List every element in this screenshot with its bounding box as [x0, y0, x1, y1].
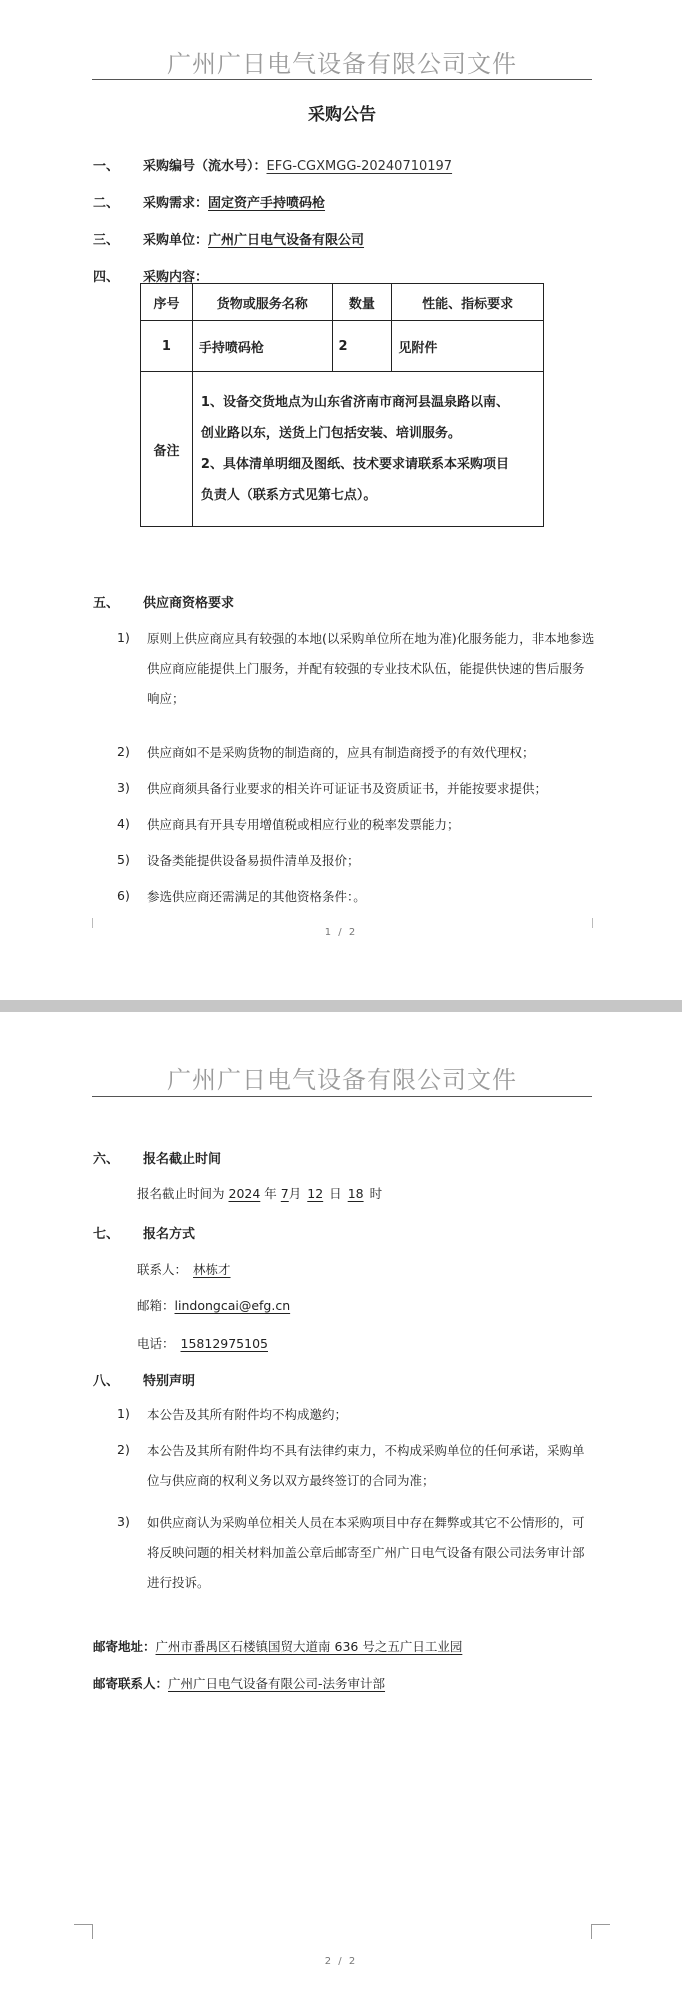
- section-label: 特别声明: [143, 1374, 196, 1389]
- contact-phone-value: 15812975105: [180, 1336, 268, 1351]
- page-separator: [0, 1000, 682, 1012]
- page-title: 采购公告: [308, 105, 376, 125]
- item-number: 2): [117, 1442, 130, 1457]
- table-cell: 手持喷码枪: [192, 321, 332, 372]
- requirements-table: [140, 283, 544, 527]
- item-text: 原则上供应商应具有较强的本地(以采购单位所在地为准)化服务能力，非本地参选供应商应能提供上门服务，并配有较强的专业技术队伍，能提供快速的售后服务响应；: [147, 631, 595, 706]
- mail-address-value: 广州市番禺区石楼镇国贸大道南 636 号之五广日工业园: [155, 1639, 463, 1654]
- item-number: 3): [117, 1514, 130, 1529]
- section-label: 报名方式: [143, 1227, 196, 1242]
- item-text: 供应商具有开具专用增值税或相应行业的税率发票能力；: [147, 817, 460, 832]
- purchase-unit-value: 广州广日电气设备有限公司: [208, 233, 365, 248]
- deadline-line: [137, 1184, 382, 1202]
- mail-contact-value: 广州广日电气设备有限公司-法务审计部: [168, 1676, 386, 1691]
- section-number: 三、: [93, 233, 120, 248]
- page-1: [0, 0, 682, 1000]
- header-rule: [92, 1096, 592, 1097]
- crop-mark-right: [591, 1924, 610, 1939]
- section-number: 八、: [93, 1374, 120, 1389]
- page-number: 2 / 2: [324, 1956, 358, 1967]
- header-cell: 数量: [332, 284, 392, 321]
- header-cell: 性能、指标要求: [392, 284, 544, 321]
- note-line: 负责人（联系方式见第七点）。: [200, 488, 377, 503]
- contact-person-label: 联系人：: [137, 1262, 188, 1277]
- item-number: 2): [117, 744, 130, 759]
- contact-phone-label: 电话：: [137, 1336, 175, 1351]
- item-number: 1): [117, 630, 130, 645]
- section-supplier-qualifications: [93, 592, 234, 611]
- section-number: 七、: [93, 1227, 120, 1242]
- section-number: 六、: [93, 1152, 120, 1167]
- deadline-hour: 18: [347, 1186, 364, 1201]
- contact-email-line: [137, 1296, 298, 1314]
- table-cell: 见附件: [392, 321, 544, 372]
- item-text: 本公告及其所有附件均不构成邀约；: [147, 1407, 348, 1422]
- section-number: 四、: [93, 270, 120, 285]
- contact-person-line: [137, 1260, 245, 1278]
- item-text: 参选供应商还需满足的其他资格条件：。: [147, 889, 366, 904]
- item-text: 供应商须具备行业要求的相关许可证证书及资质证书，并能按要求提供；: [147, 781, 548, 796]
- section-number: 五、: [93, 596, 120, 611]
- item-text: 如供应商认为采购单位相关人员在本采购项目中存在舞弊或其它不公情形的，可将反映问题的相关材料加盖公章后邮寄至广州广日电气设备有限公司法务审计部进行投诉。: [147, 1515, 585, 1590]
- header-rule: [92, 79, 592, 80]
- item-number: 1): [117, 1406, 130, 1421]
- mail-contact-line: [93, 1674, 385, 1692]
- mail-contact-label: 邮寄联系人：: [93, 1676, 169, 1691]
- mail-address-label: 邮寄地址：: [93, 1639, 156, 1654]
- table-cell: 1: [141, 321, 193, 372]
- qualification-item: [117, 774, 595, 804]
- deadline-month: 7: [280, 1186, 289, 1201]
- table-row: [141, 321, 544, 372]
- crop-mark-left: [74, 1924, 93, 1939]
- qualification-item: [117, 738, 595, 768]
- deadline-month-unit: 月: [288, 1186, 302, 1201]
- note-cell: [192, 372, 543, 527]
- page-number: 1 / 2: [324, 927, 358, 938]
- table-note-row: [141, 372, 544, 527]
- statement-item: [117, 1400, 595, 1430]
- section-purchase-unit: [93, 229, 364, 248]
- section-special-statement: [93, 1370, 195, 1389]
- item-number: 4): [117, 816, 130, 831]
- note-line: 创业路以东，送货上门包括安装、培训服务。: [200, 426, 461, 441]
- mail-address-line: [93, 1637, 462, 1655]
- header-cell: 序号: [141, 284, 193, 321]
- table-header-row: [141, 284, 544, 321]
- item-number: 3): [117, 780, 130, 795]
- qualification-item: [117, 810, 595, 840]
- section-registration-method: [93, 1223, 195, 1242]
- section-label: 采购编号（流水号）：: [143, 159, 267, 174]
- document-header: 广州广日电气设备有限公司文件: [167, 1066, 517, 1094]
- section-purchase-number: [93, 155, 452, 174]
- purchase-demand-value: 固定资产手持喷码枪: [208, 196, 326, 211]
- item-text: 供应商如不是采购货物的制造商的，应具有制造商授予的有效代理权；: [147, 745, 535, 760]
- deadline-hour-unit: 时: [369, 1186, 383, 1201]
- section-label: 采购内容：: [143, 270, 209, 285]
- section-number: 一、: [93, 159, 120, 174]
- contact-email-value: lindongcai@efg.cn: [174, 1298, 291, 1313]
- qualification-item: [117, 846, 595, 876]
- section-label: 采购单位：: [143, 233, 209, 248]
- item-text: 本公告及其所有附件均不具有法律约束力，不构成采购单位的任何承诺，采购单位与供应商的权利义务以双方最终签订的合同为准；: [147, 1443, 585, 1488]
- qualification-item: [117, 882, 595, 912]
- item-number: 5): [117, 852, 130, 867]
- table-cell: 2: [332, 321, 392, 372]
- section-number: 二、: [93, 196, 120, 211]
- note-line: 1、设备交货地点为山东省济南市商河县温泉路以南、: [200, 395, 509, 410]
- section-label: 供应商资格要求: [143, 596, 235, 611]
- document-header: 广州广日电气设备有限公司文件: [167, 50, 517, 78]
- qualification-item: [117, 624, 595, 719]
- section-deadline: [93, 1148, 221, 1167]
- contact-person-value: 林栋才: [193, 1262, 231, 1277]
- item-number: 6): [117, 888, 130, 903]
- statement-item: [117, 1508, 595, 1603]
- purchase-number-value: EFG-CGXMGG-20240710197: [266, 159, 453, 174]
- note-label: 备注: [141, 372, 193, 527]
- section-purchase-demand: [93, 192, 325, 211]
- contact-phone-line: [137, 1334, 274, 1352]
- statement-item: [117, 1436, 595, 1500]
- deadline-day-unit: 日: [329, 1186, 342, 1201]
- note-line: 2、具体清单明细及图纸、技术要求请联系本采购项目: [200, 457, 509, 472]
- header-cell: 货物或服务名称: [192, 284, 332, 321]
- page-2: [0, 1012, 682, 2009]
- deadline-day: 12: [307, 1186, 324, 1201]
- deadline-year-unit: 年: [264, 1186, 277, 1201]
- section-label: 报名截止时间: [143, 1152, 222, 1167]
- item-text: 设备类能提供设备易损件清单及报价；: [147, 853, 360, 868]
- contact-email-label: 邮箱：: [137, 1298, 175, 1313]
- deadline-year: 2024: [228, 1186, 261, 1201]
- section-label: 采购需求：: [143, 196, 209, 211]
- deadline-prefix: 报名截止时间为: [137, 1186, 225, 1201]
